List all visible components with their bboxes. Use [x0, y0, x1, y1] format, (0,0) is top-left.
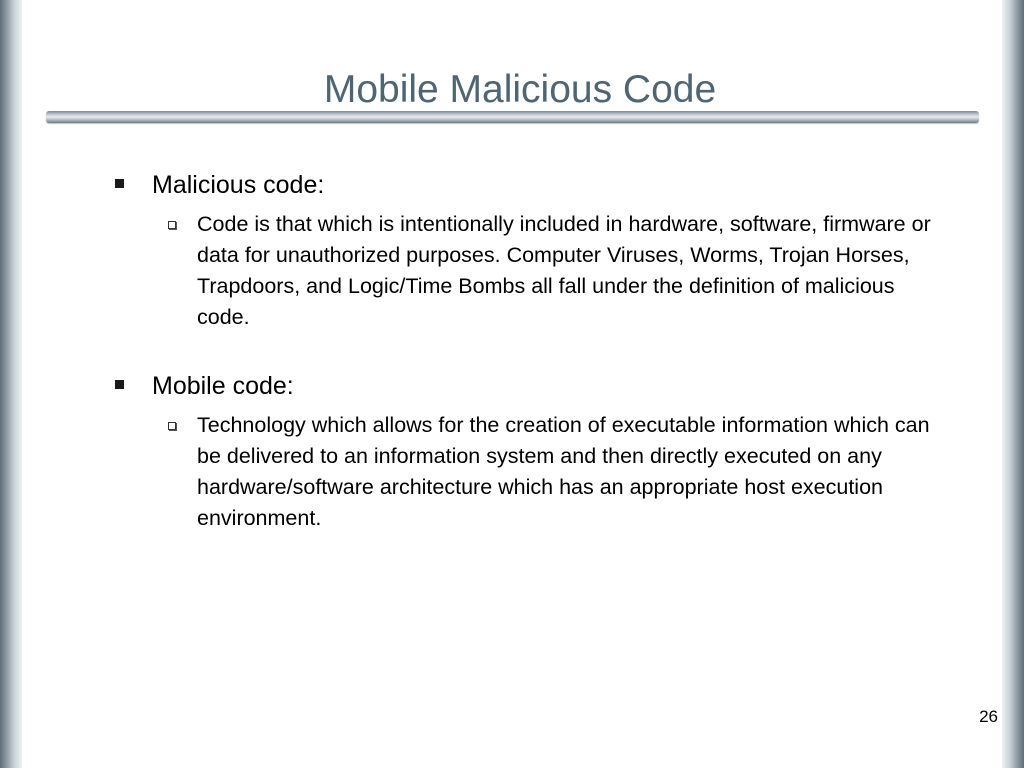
sub-bullet-malicious-code-definition [197, 209, 937, 333]
sub-bullet-text: Technology which allows for the creation of executable information which can be delivered to an information system and then directly executed on any hardware/software architecture which has an appropriate host execution environment. [197, 413, 930, 530]
bullet-heading: Malicious code: [152, 171, 325, 199]
sub-bullet-mobile-code-definition [197, 410, 937, 534]
title-divider [46, 111, 979, 123]
left-decorative-bar [0, 0, 22, 768]
bullet-mobile-code [112, 369, 942, 403]
slide-title: Mobile Malicious Code [323, 68, 717, 111]
square-bullet-icon [115, 380, 124, 389]
bullet-malicious-code [112, 168, 942, 202]
hollow-square-bullet-icon [168, 422, 176, 430]
bullet-heading: Mobile code: [152, 372, 294, 400]
sub-bullet-text: Code is that which is intentionally included in hardware, software, firmware or data for unauthorized purposes. Computer Viruses, Worms, Trojan Horses, Trapdoors, and Logic/Time Bombs all fall under the definition of malicious code. [197, 212, 931, 329]
square-bullet-icon [115, 179, 124, 188]
hollow-square-bullet-icon [168, 221, 176, 229]
page-number: 26 [979, 707, 998, 726]
slide-content [112, 168, 942, 534]
right-decorative-bar [1002, 0, 1024, 768]
